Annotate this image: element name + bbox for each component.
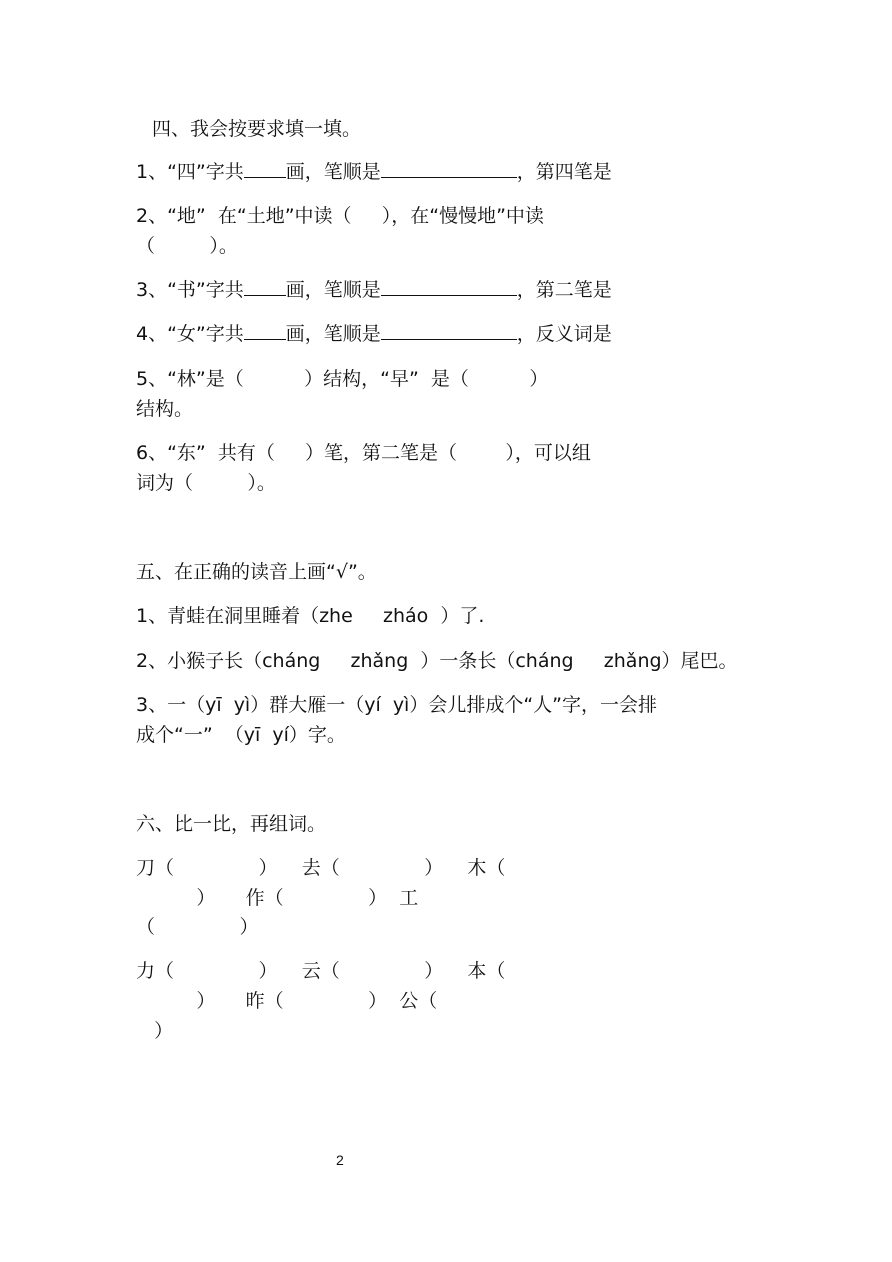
q-text: ，反义词是 (516, 323, 612, 345)
blank-line[interactable] (381, 277, 517, 296)
blank-line[interactable] (244, 277, 286, 296)
q-text: 3、“书”字共 (136, 279, 244, 301)
question-4-2-line1: 2、“地” 在“土地”中读（ ），在“慢慢地”中读 (136, 205, 544, 227)
q-text: 4、“女”字共 (136, 323, 244, 345)
blank-line[interactable] (244, 159, 286, 178)
question-4-6-line1: 6、“东” 共有（ ）笔，第二笔是（ ），可以组 (136, 442, 591, 464)
q-text: 画，笔顺是 (285, 323, 381, 345)
question-4-3 (136, 277, 612, 303)
compare-row-1-line3: （ ） (136, 916, 259, 938)
question-5-3-line2: 成个“一” （yī yí）字。 (136, 724, 346, 746)
section-5-title: 五、在正确的读音上画“√”。 (136, 561, 377, 583)
question-4-2-line2: （ ）。 (136, 235, 238, 257)
q-text: 画，笔顺是 (285, 279, 381, 301)
compare-row-1-line2: ） 作（ ） 工 (136, 887, 419, 909)
question-5-3-line1: 3、一（yī yì）群大雁一（yí yì）会儿排成个“人”字，一会排 (136, 694, 658, 716)
section-4-title: 四、我会按要求填一填。 (152, 118, 362, 140)
q-text: 1、“四”字共 (136, 161, 244, 183)
question-4-1 (136, 159, 612, 185)
question-5-1: 1、青蛙在洞里睡着（zhe zháo ）了. (136, 605, 485, 627)
section-6-title: 六、比一比，再组词。 (136, 813, 327, 835)
compare-row-2-line2: ） 昨（ ） 公（ (136, 990, 438, 1012)
compare-row-2-line3: ） (136, 1020, 174, 1042)
question-4-5-line2: 结构。 (136, 398, 194, 420)
compare-row-1-line1: 刀（ ） 去（ ） 木（ (136, 857, 506, 879)
question-4-5-line1: 5、“林”是（ ）结构，“早” 是（ ） (136, 368, 549, 390)
blank-line[interactable] (244, 321, 286, 340)
question-4-4 (136, 321, 612, 347)
q-text: 画，笔顺是 (285, 161, 381, 183)
q-text: ，第二笔是 (516, 279, 612, 301)
q-text: ，第四笔是 (516, 161, 612, 183)
compare-row-2-line1: 力（ ） 云（ ） 本（ (136, 960, 506, 982)
blank-line[interactable] (381, 321, 517, 340)
question-5-2: 2、小猴子长（cháng zhǎng ）一条长（cháng zhǎng）尾巴。 (136, 650, 738, 672)
question-4-6-line2: 词为（ ）。 (136, 472, 276, 494)
blank-line[interactable] (381, 159, 517, 178)
page-number: 2 (336, 1152, 344, 1168)
